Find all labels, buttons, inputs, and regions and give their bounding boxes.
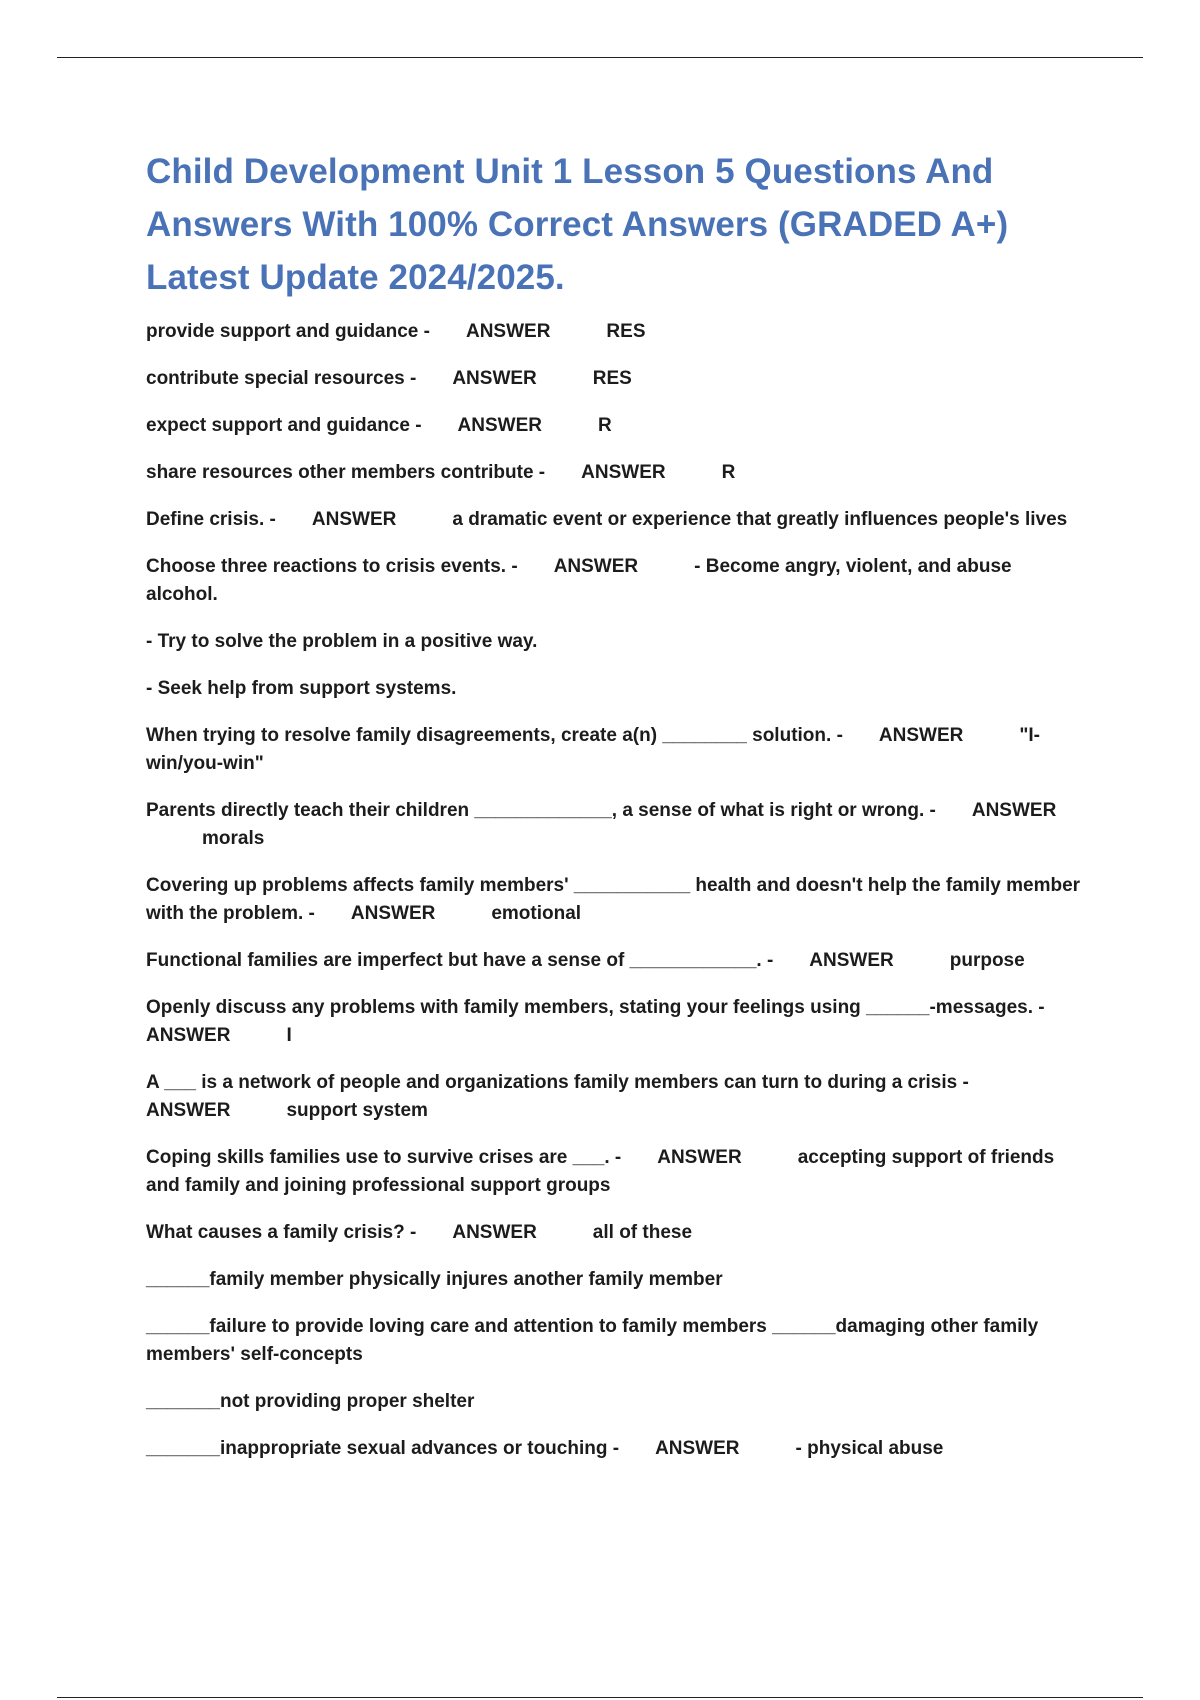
- qa-item: [146, 797, 1086, 853]
- answer-text: "I-win/you-win": [146, 725, 1040, 774]
- answer-text: a dramatic event or experience that greatly influences people's lives: [452, 509, 1068, 530]
- question-text: A ___ is a network of people and organizations family members can turn to during a crisis -: [146, 1072, 969, 1093]
- question-text: Choose three reactions to crisis events. -: [146, 556, 518, 577]
- answer-text: accepting support of friends and family and joining professional support groups: [146, 1147, 1055, 1196]
- answer-label: ANSWER: [465, 321, 551, 342]
- answer-label: ANSWER: [809, 950, 894, 971]
- qa-item: [146, 1144, 1086, 1200]
- question-text: Coping skills families use to survive crises are ___. -: [146, 1147, 622, 1168]
- answer-text: I: [286, 1025, 292, 1046]
- qa-item: [146, 872, 1086, 928]
- qa-continuation: [146, 1266, 1086, 1294]
- answer-label: ANSWER: [878, 725, 964, 746]
- answer-text: RES: [606, 321, 646, 342]
- qa-item: [146, 947, 1086, 975]
- question-text: Define crisis. -: [146, 509, 276, 530]
- answer-text: emotional: [491, 903, 582, 924]
- document-title: Child Development Unit 1 Lesson 5 Questions And Answers With 100% Correct Answers (GRADED A+) Latest Update 2024/2025.: [146, 152, 1009, 297]
- answer-label: ANSWER: [581, 462, 666, 483]
- answer-text: ______failure to provide loving care and attention to family members ______damaging other family members' self-concepts: [146, 1316, 1039, 1365]
- qa-item: [146, 553, 1086, 609]
- answer-text: morals: [202, 828, 265, 849]
- answer-text: ______family member physically injures another family member: [146, 1269, 723, 1290]
- answer-text: - Become angry, violent, and abuse alcohol.: [146, 556, 1012, 605]
- question-text: What causes a family crisis? -: [146, 1222, 417, 1243]
- answer-label: ANSWER: [146, 1025, 231, 1046]
- qa-item: [146, 318, 1086, 346]
- answer-label: ANSWER: [146, 1100, 231, 1121]
- answer-text: - Try to solve the problem in a positive way.: [146, 631, 538, 652]
- question-text: When trying to resolve family disagreements, create a(n) ________ solution. -: [146, 725, 843, 746]
- answer-text: _______not providing proper shelter: [146, 1391, 475, 1412]
- answer-text: - Seek help from support systems.: [146, 678, 457, 699]
- answer-text: all of these: [592, 1222, 693, 1243]
- question-text: Covering up problems affects family members' ___________ health and doesn't help the family member with the problem. -: [146, 875, 1081, 924]
- qa-item: [146, 412, 1086, 440]
- qa-item: [146, 994, 1086, 1050]
- answer-text: - physical abuse: [795, 1438, 944, 1459]
- qa-continuation: [146, 1313, 1086, 1369]
- question-text: Functional families are imperfect but have a sense of ____________. -: [146, 950, 774, 971]
- qa-continuation: [146, 628, 1086, 656]
- answer-label: ANSWER: [457, 415, 542, 436]
- answer-label: ANSWER: [452, 368, 537, 389]
- question-text: Openly discuss any problems with family members, stating your feelings using ______-messages. -: [146, 997, 1045, 1018]
- question-text: provide support and guidance -: [146, 321, 430, 342]
- question-text: expect support and guidance -: [146, 415, 422, 436]
- footer-rule: [57, 1697, 1143, 1698]
- answer-label: ANSWER: [971, 800, 1057, 821]
- answer-label: ANSWER: [655, 1438, 740, 1459]
- question-text: share resources other members contribute -: [146, 462, 546, 483]
- answer-label: ANSWER: [657, 1147, 742, 1168]
- answer-label: ANSWER: [553, 556, 639, 577]
- answer-label: ANSWER: [350, 903, 436, 924]
- answer-text: R: [721, 462, 736, 483]
- document-body: [146, 145, 1086, 1482]
- question-text: Parents directly teach their children _____________, a sense of what is right or wrong. -: [146, 800, 936, 821]
- header-rule: [57, 57, 1143, 58]
- qa-continuation: [146, 675, 1086, 703]
- qa-item: [146, 459, 1086, 487]
- qa-item: [146, 1435, 1086, 1463]
- qa-item: [146, 1219, 1086, 1247]
- answer-text: support system: [286, 1100, 428, 1121]
- question-text: _______inappropriate sexual advances or touching -: [146, 1438, 620, 1459]
- qa-item: [146, 1069, 1086, 1125]
- answer-label: ANSWER: [311, 509, 397, 530]
- qa-item: [146, 506, 1086, 534]
- qa-item: [146, 722, 1086, 778]
- qa-item: [146, 365, 1086, 393]
- answer-text: R: [598, 415, 612, 436]
- qa-continuation: [146, 1388, 1086, 1416]
- answer-text: purpose: [949, 950, 1025, 971]
- question-text: contribute special resources -: [146, 368, 417, 389]
- answer-text: RES: [592, 368, 632, 389]
- answer-label: ANSWER: [452, 1222, 537, 1243]
